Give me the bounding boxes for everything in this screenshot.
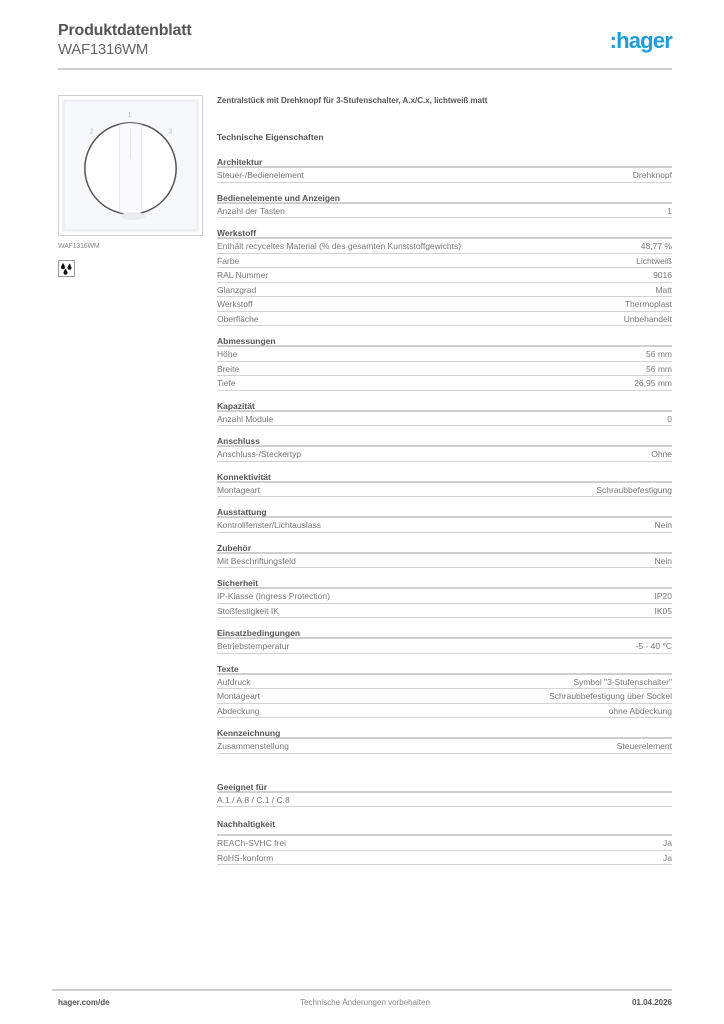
spec-value: 1 xyxy=(667,205,672,216)
spec-value: Matt xyxy=(655,284,672,295)
spec-label: Anschluss-/Steckertyp xyxy=(217,449,302,459)
spec-row xyxy=(217,376,672,391)
spec-row xyxy=(217,704,672,719)
spec-row xyxy=(217,362,672,377)
spec-label: A.1 / A.8 / C.1 / C.8 xyxy=(217,794,290,805)
header-divider xyxy=(58,68,672,70)
spec-group-suitable-for xyxy=(217,782,672,808)
spec-label: RoHS-konform xyxy=(217,852,274,863)
spec-value: Steuerelement xyxy=(616,741,672,751)
spec-group-sicherheit xyxy=(217,578,672,618)
spec-row xyxy=(217,851,672,866)
spec-value: IK05 xyxy=(654,605,672,616)
spec-value: Symbol "3-Stufenschalter" xyxy=(573,676,672,687)
group-title: Ausstattung xyxy=(217,507,672,518)
spec-label: Anzahl Module xyxy=(217,413,274,424)
spec-group-konnektivität xyxy=(217,472,672,498)
group-title: Einsatzbedingungen xyxy=(217,628,672,639)
svg-text:2: 2 xyxy=(89,128,94,136)
spec-value: 56 mm xyxy=(646,363,672,374)
group-title: Bedienelemente und Anzeigen xyxy=(217,193,672,204)
spec-group-kennzeichnung xyxy=(217,728,672,754)
spec-row xyxy=(217,312,672,327)
spec-row xyxy=(217,297,672,312)
image-caption: WAF1316WM xyxy=(58,243,100,250)
spec-value: Nein xyxy=(654,555,672,566)
hager-logo: :hager xyxy=(609,28,672,53)
spec-value: Ohne xyxy=(651,449,672,459)
group-title: Kennzeichnung xyxy=(217,728,672,739)
spec-group-sustainability xyxy=(217,819,672,865)
product-code: WAF1316WM xyxy=(58,41,149,58)
spec-group-kapazität xyxy=(217,401,672,427)
spec-row xyxy=(217,689,672,704)
spec-row xyxy=(217,675,672,690)
spec-group-werkstoff xyxy=(217,228,672,326)
spec-label: Anzahl der Tasten xyxy=(217,205,285,216)
spec-label: Betriebstemperatur xyxy=(217,641,290,651)
spec-row xyxy=(217,518,672,533)
product-description: Zentralstück mit Drehknopf für 3-Stufenschalter, A.x/C.x, lichtweiß matt xyxy=(217,96,488,105)
spec-row xyxy=(217,639,672,654)
spec-value: Schraubbefestigung über Sockel xyxy=(549,691,672,701)
page-header xyxy=(58,20,672,70)
spec-label: Oberfläche xyxy=(217,313,259,324)
spec-groups xyxy=(217,157,672,754)
page-footer xyxy=(58,998,672,1010)
footer-website-link[interactable]: hager.com/de xyxy=(58,998,110,1007)
spec-value: Ja xyxy=(663,852,672,863)
spec-label: Tiefe xyxy=(217,378,236,388)
water-drops-icon xyxy=(58,260,75,277)
spec-label: Zusammenstellung xyxy=(217,741,289,751)
spec-label: Werkstoff xyxy=(217,299,253,309)
spec-group-anschluss xyxy=(217,436,672,462)
svg-text:1: 1 xyxy=(127,111,132,119)
spec-value: Ja xyxy=(663,838,672,848)
group-title: Zubehör xyxy=(217,543,672,554)
spec-value: 26,95 mm xyxy=(634,378,672,388)
spec-group-abmessungen xyxy=(217,336,672,391)
specifications-column xyxy=(217,96,672,875)
spec-row xyxy=(217,589,672,604)
spec-row xyxy=(217,347,672,362)
spec-label: Mit Beschriftungsfeld xyxy=(217,555,296,566)
spec-group-architektur xyxy=(217,157,672,183)
spec-row xyxy=(217,412,672,427)
spec-value: Thermoplast xyxy=(624,299,672,309)
spec-group-bedienelemente-und-anzeigen xyxy=(217,193,672,219)
spec-row xyxy=(217,239,672,254)
group-title: Texte xyxy=(217,664,672,675)
spec-value: Schraubbefestigung xyxy=(596,484,672,495)
spec-label: IP-Klasse (Ingress Protection) xyxy=(217,591,330,601)
spec-value: IP20 xyxy=(654,591,672,601)
spec-row xyxy=(217,254,672,269)
spec-row xyxy=(217,604,672,619)
footer-date: 01.04.2026 xyxy=(631,998,672,1007)
spec-label: Breite xyxy=(217,363,240,374)
document-title: Produktdatenblatt xyxy=(58,22,192,39)
spec-value: -5 - 40 °C xyxy=(635,641,672,651)
spec-group-texte xyxy=(217,664,672,719)
spec-value: 56 mm xyxy=(646,349,672,359)
spec-value: 48,77 % xyxy=(640,241,672,251)
spec-value: Nein xyxy=(654,520,672,530)
spec-row xyxy=(217,447,672,462)
spec-row xyxy=(217,554,672,569)
spec-row xyxy=(217,204,672,219)
spec-row xyxy=(217,836,672,851)
group-title: Konnektivität xyxy=(217,472,672,483)
product-image-column xyxy=(58,95,203,277)
spec-label: Enthält recyceltes Material (% des gesamten Kunststoffgewichts) xyxy=(217,241,462,251)
svg-text:3: 3 xyxy=(168,128,173,136)
spec-value: Unbehandelt xyxy=(623,313,672,324)
spec-label: Höhe xyxy=(217,349,238,359)
group-title: Kapazität xyxy=(217,401,672,412)
spec-group-zubehör xyxy=(217,543,672,569)
product-image xyxy=(58,95,203,236)
spec-label: Steuer-/Bedienelement xyxy=(217,170,304,180)
spec-value: Drehknopf xyxy=(632,170,672,180)
section-title: Technische Eigenschaften xyxy=(217,132,324,142)
group-title: Anschluss xyxy=(217,436,672,447)
group-title: Geeignet für xyxy=(217,782,672,793)
spec-row xyxy=(217,739,672,754)
spec-value: Lichtweiß xyxy=(636,255,672,266)
group-title: Werkstoff xyxy=(217,228,672,239)
group-title: Nachhaltigkeit xyxy=(217,819,672,836)
spec-group-ausstattung xyxy=(217,507,672,533)
spec-label: Stoßfestigkeit IK xyxy=(217,605,279,616)
spec-row xyxy=(217,268,672,283)
spec-row xyxy=(217,168,672,183)
spec-row xyxy=(217,283,672,298)
spec-label: REACh-SVHC frei xyxy=(217,838,286,848)
rotary-knob-image xyxy=(62,99,199,232)
spec-value: 0 xyxy=(667,413,672,424)
spec-label: Glanzgrad xyxy=(217,284,257,295)
group-title: Sicherheit xyxy=(217,578,672,589)
spec-label: Aufdruck xyxy=(217,676,251,687)
spec-value: 9016 xyxy=(653,270,672,280)
spec-label: Montageart xyxy=(217,484,260,495)
spec-label: RAL Nummer xyxy=(217,270,269,280)
group-title: Architektur xyxy=(217,157,672,168)
spec-row xyxy=(217,483,672,498)
spec-value: ohne Abdeckung xyxy=(608,705,672,716)
spec-row xyxy=(217,793,672,808)
spec-label: Montageart xyxy=(217,691,260,701)
group-title: Abmessungen xyxy=(217,336,672,347)
spec-group-einsatzbedingungen xyxy=(217,628,672,654)
spec-label: Abdeckung xyxy=(217,705,260,716)
footer-divider xyxy=(52,989,672,991)
spec-label: Kontrollfenster/Lichtauslass xyxy=(217,520,321,530)
footer-notice: Technische Änderungen vorbehalten xyxy=(300,998,430,1007)
spec-label: Farbe xyxy=(217,255,240,266)
